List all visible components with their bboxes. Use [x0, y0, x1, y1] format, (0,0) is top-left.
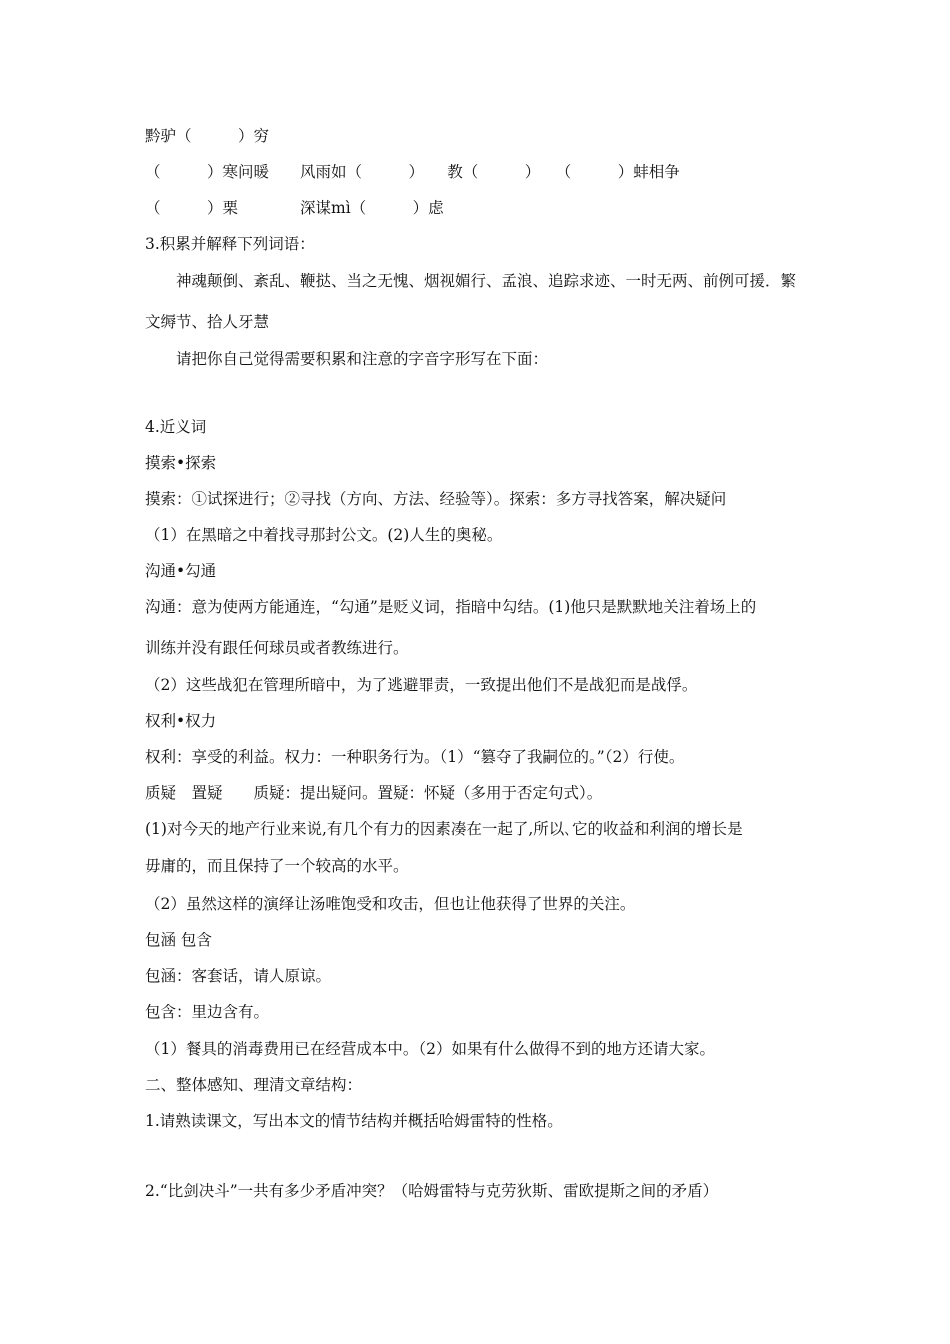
synonym-group-1-example: （1）在黑暗之中着找寻那封公文。(2)人生的奥秘。 — [145, 526, 503, 544]
synonym-group-4-definition: 质疑 置疑 质疑：提出疑问。置疑：怀疑（多用于否定句式）。 — [145, 784, 603, 802]
synonym-group-5-title: 包涵 包含 — [145, 931, 212, 949]
synonym-group-3-title: 权利•权力 — [145, 712, 217, 730]
synonym-group-5-definition-2: 包含：里边含有。 — [145, 1003, 270, 1021]
part-2-question-1: 1.请熟读课文，写出本文的情节结构并概括哈姆雷特的性格。 — [145, 1112, 563, 1130]
idiom-line-1: 黔驴（ ）穷 — [145, 127, 270, 145]
synonym-group-2-example-2: （2）这些战犯在管理所暗中，为了逃避罪责，一致提出他们不是战犯而是战俘。 — [145, 676, 698, 694]
idiom-line-3: （ ）栗 深谋mì（ ）虑 — [145, 199, 444, 217]
section-3-prompt: 请把你自己觉得需要积累和注意的字音字形写在下面： — [176, 350, 549, 368]
idiom-line-2: （ ）寒问暖 风雨如（ ） 教（ ） （ ）蚌相争 — [145, 163, 680, 181]
synonym-group-1-title: 摸索•探索 — [145, 454, 217, 472]
synonym-group-5-definition-1: 包涵：客套话，请人原谅。 — [145, 967, 332, 985]
section-3-words-line-2: 文缛节、拾人牙慧 — [145, 313, 270, 331]
synonym-group-4-example-1-line-2: 毋庸的，而且保持了一个较高的水平。 — [145, 857, 409, 875]
part-2-title: 二、整体感知、理清文章结构： — [145, 1076, 363, 1094]
synonym-group-5-example: （1）餐具的消毒费用已在经营成本中。（2）如果有什么做得不到的地方还请大家。 — [145, 1040, 715, 1058]
synonym-group-2-definition-line-2: 训练并没有跟任何球员或者教练进行。 — [145, 639, 409, 657]
synonym-group-3-definition: 权利：享受的利益。权力：一种职务行为。（1）“篡夺了我嗣位的。”（2）行使。 — [145, 748, 685, 766]
synonym-group-4-example-1-line-1: (1)对今天的地产行业来说,有几个有力的因素凑在一起了,所以､它的收益和利润的增长是 — [145, 820, 743, 838]
section-4-title: 4.近义词 — [145, 418, 207, 436]
synonym-group-2-title: 沟通•勾通 — [145, 562, 217, 580]
section-3-title: 3.积累并解释下列词语： — [145, 235, 315, 253]
synonym-group-4-example-2: （2）虽然这样的演绎让汤唯饱受和攻击，但也让他获得了世界的关注。 — [145, 895, 636, 913]
synonym-group-2-definition-line-1: 沟通：意为使两方能通连，“勾通”是贬义词，指暗中勾结。(1)他只是默默地关注着场上的 — [145, 598, 757, 616]
part-2-question-2: 2.“比剑决斗”一共有多少矛盾冲突？（哈姆雷特与克劳狄斯、雷欧提斯之间的矛盾） — [145, 1182, 719, 1200]
synonym-group-1-definition: 摸索：①试探进行；②寻找（方向、方法、经验等）。探索：多方寻找答案，解决疑问 — [145, 490, 727, 508]
section-3-words-line-1: 神魂颠倒、紊乱、鞭挞、当之无愧、烟视媚行、孟浪、追踪求迹、一时无两、前例可援．繁 — [176, 272, 797, 290]
